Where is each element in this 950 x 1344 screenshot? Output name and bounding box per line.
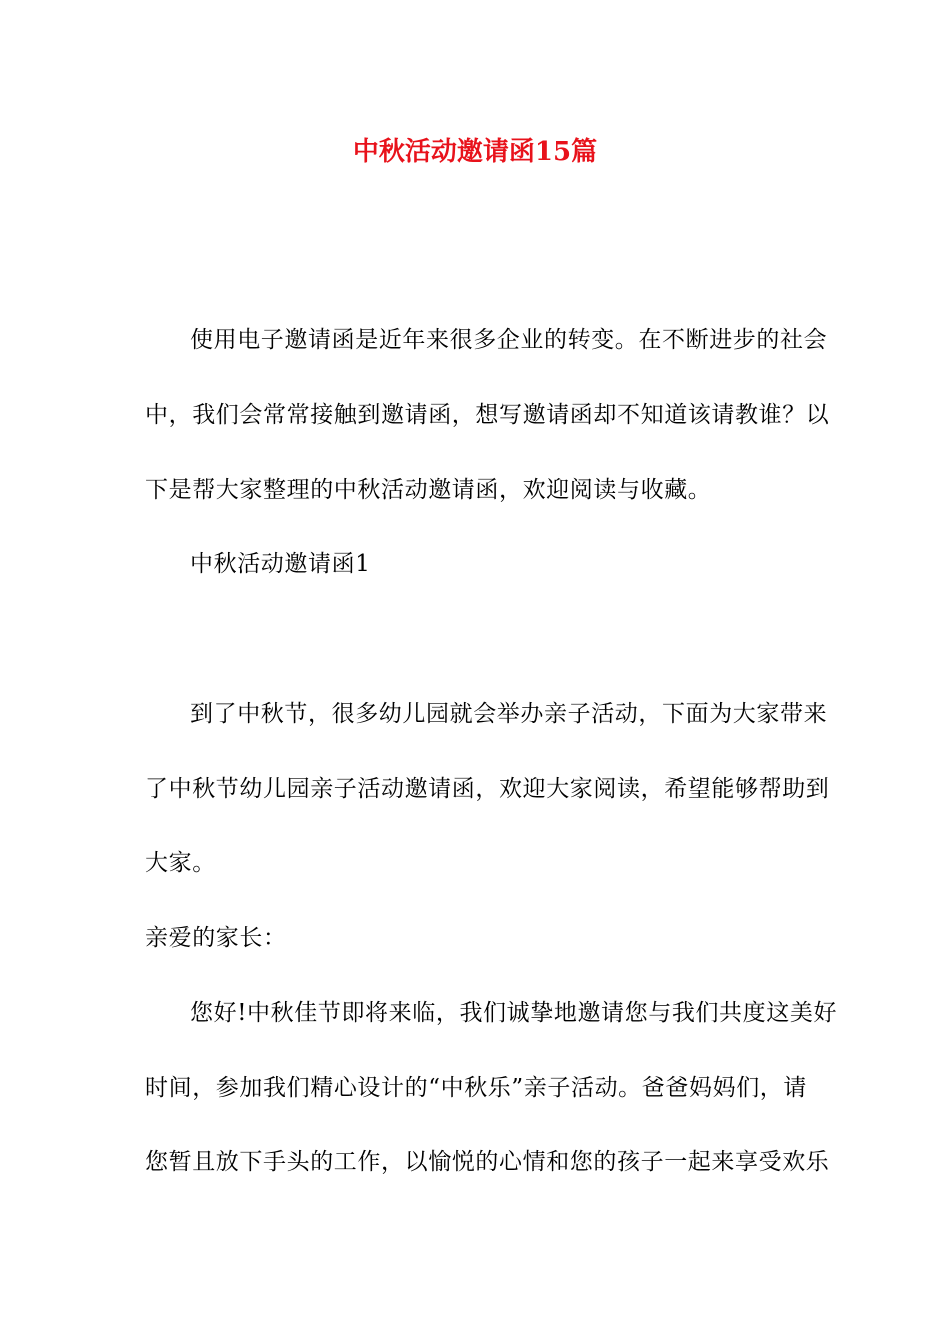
paragraph-line: 中，我们会常常接触到邀请函，想写邀请函却不知道该请教谁？以: [145, 402, 830, 428]
paragraph-line: 时间，参加我们精心设计的“中秋乐”亲子活动。爸爸妈妈们，请: [145, 1075, 807, 1101]
section-heading: 中秋活动邀请函1: [190, 551, 371, 577]
salutation: 亲爱的家长：: [145, 925, 287, 951]
paragraph-line: 到了中秋节，很多幼儿园就会举办亲子活动，下面为大家带来: [190, 701, 828, 727]
document-title: 中秋活动邀请函15篇: [352, 137, 598, 167]
paragraph-line: 使用电子邀请函是近年来很多企业的转变。在不断进步的社会: [190, 327, 828, 353]
paragraph-line: 下是帮大家整理的中秋活动邀请函，欢迎阅读与收藏。: [145, 477, 712, 503]
paragraph-line: 大家。: [145, 850, 216, 876]
paragraph-line: 了中秋节幼儿园亲子活动邀请函，欢迎大家阅读，希望能够帮助到: [145, 776, 830, 802]
paragraph-line: 您好!中秋佳节即将来临，我们诚挚地邀请您与我们共度这美好: [190, 1000, 838, 1026]
paragraph-line: 您暂且放下手头的工作，以愉悦的心情和您的孩子一起来享受欢乐: [145, 1149, 830, 1175]
